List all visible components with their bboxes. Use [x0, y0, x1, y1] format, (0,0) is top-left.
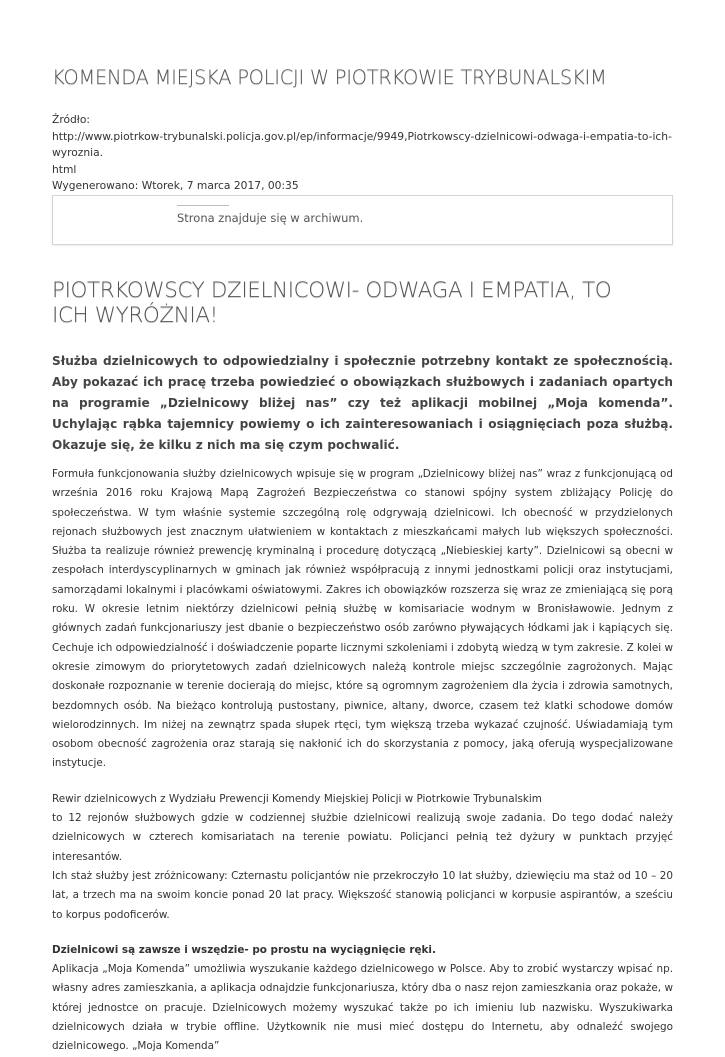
paragraph-intro-line: Rewir dzielnicowych z Wydziału Prewencji Komendy Miejskiej Policji w Piotrkowie Trybunalskim	[52, 792, 542, 805]
paragraph: Aplikacja „Moja Komenda” umożliwia wyszukanie każdego dzielnicowego w Polsce. Aby to zrobić wystarczy wpisać np. własny adres zamieszkania, a aplikacja odnajdzie funkcjonariusza, który dba o nasz rejon zamieszkania oraz pokaże, w której jednostce on pracuje. Dzielnicowych możemy wyszukać także po ich imieniu lub nazwisku. Wyszukiwarka dzielnicowych działa w trybie offline. Użytkownik nie musi mieć dostępu do Internetu, aby odnaleźć swojego dzielnicowego. „Moja Komenda”	[52, 963, 673, 1053]
article-body	[52, 465, 673, 1057]
source-meta	[52, 112, 673, 195]
section-subheading: Dzielnicowi są zawsze i wszędzie- po prostu na wyciągnięcie ręki.	[52, 943, 436, 956]
source-url-continuation: html	[52, 162, 77, 176]
archive-message: Strona znajduje się w archiwum.	[177, 211, 364, 225]
source-url: http://www.piotrkow-trybunalski.policja.gov.pl/ep/informacje/9949,Piotrkowscy-dzielnicowi-odwaga-i-empatia-to-ich-wyroznia.	[52, 129, 672, 159]
article-lead: Służba dzielnicowych to odpowiedzialny i społecznie potrzebny kontakt ze społecznością. Aby pokazać ich pracę trzeba powiedzieć o obowiązkach służbowych i zadaniach opartych na programie „Dzielnicowy bliżej nas” czy też aplikacji mobilnej „Moja komenda”. Uchylając rąbka tajemnicy powiemy o ich zainteresowaniach i osiągnięciach poza służbą. Okazuje się, że kilku z nich ma się czym pochwalić.	[52, 354, 673, 452]
paragraph: Ich staż służby jest zróżnicowany: Czternastu policjantów nie przekroczyło 10 lat służby, dziewięciu ma staż od 10 – 20 lat, a trzech ma na swoim koncie ponad 20 lat pracy. Większość stanowią policjanci w korpusie aspirantów, a sześciu to korpus podoficerów.	[52, 869, 673, 921]
archive-notice	[52, 195, 673, 245]
generated-date: Wygenerowano: Wtorek, 7 marca 2017, 00:35	[52, 179, 299, 192]
archive-divider	[177, 205, 229, 206]
source-label: Źródło:	[52, 113, 90, 126]
paragraph: to 12 rejonów służbowych gdzie w codziennej służbie dzielnicowi realizują swoje zadania. Do tego dodać należy dzielnicowych w czterech komisariatach na terenie powiatu. Policjanci pełnią też dyżury w punktach przyjęć interesantów.	[52, 812, 673, 863]
article-title: PIOTRKOWSCY DZIELNICOWI- ODWAGA I EMPATIA, TO ICH WYRÓŻNIA!	[52, 278, 612, 328]
site-title: KOMENDA MIEJSKA POLICJI W PIOTRKOWIE TRYBUNALSKIM	[52, 66, 607, 89]
paragraph: Formuła funkcjonowania służby dzielnicowych wpisuje się w program „Dzielnicowy bliżej nas” wraz z funkcjonującą od września 2016 roku Krajową Mapą Zagrożeń Bezpieczeństwa co stanowi spójny system zbliżający Policję do społeczeństwa. W tym właśnie systemie szczególną rolę odgrywają dzielnicowi. Ich obecność w przydzielonych rejonach służbowych jest znacznym ułatwieniem w kontaktach z mieszkańcami małych lub większych społeczności. Służba ta realizuje również prewencję kryminalną i procedurę dotyczącą „Niebieskiej karty”. Dzielnicowi są obecni w zespołach interdyscyplinarnych w gminach jak również współpracują z innymi jednostkami policji oraz instytucjami, samorządami lokalnymi i placówkami oświatowymi. Zakres ich obowiązków rozszerza się wraz ze zmieniającą się porą roku. W okresie letnim niektórzy dzielnicowi pełnią służbę w komisariacie wodnym w Bronisławowie. Jednym z głównych zadań funkcjonariuszy jest dbanie o bezpieczeństwo osób zarówno pływających łódkami jak i kąpiących się. Cechuje ich odpowiedzialność i doświadczenie poparte licznymi szkoleniami i zdobytą wiedzą w tym zakresie. Z kolei w okresie zimowym do priorytetowych zadań dzielnicowych należą kontrole miejsc szczególnie zagrożonych. Mając doskonałe rozpoznanie w terenie docierają do miejsc, które są ogromnym zagrożeniem dla życia i zdrowia samotnych, bezdomnych osób. Na bieżąco kontrolują pustostany, piwnice, altany, dworce, czasem też klatki schodowe domów wielorodzinnych. Im niżej na zewnątrz spada słupek rtęci, tym większą trzeba wykazać czujność. Uświadamiają tym osobom obecność zagrożenia oraz starają się nakłonić ich do skorzystania z pomocy, jaką oferują wyspecjalizowane instytucje.	[52, 468, 673, 770]
